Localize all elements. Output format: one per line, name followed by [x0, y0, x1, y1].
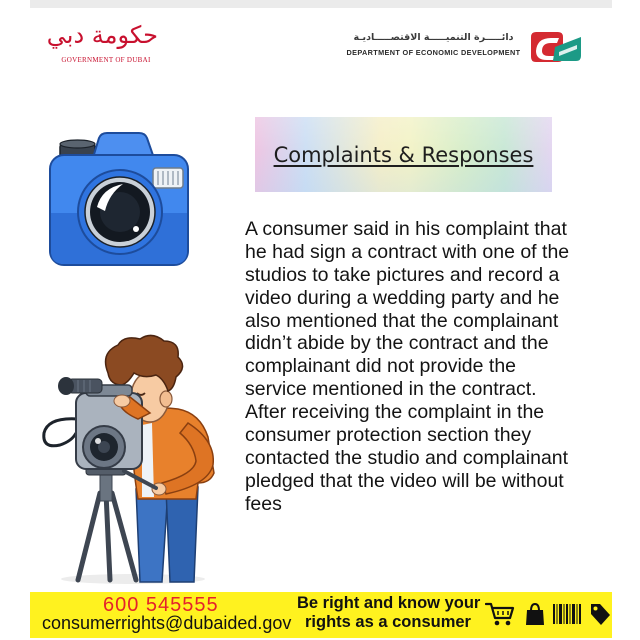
complaint-text-line: video during a wedding party and he	[245, 286, 560, 309]
hotline-number: 600 545555	[103, 594, 219, 616]
title-banner	[255, 117, 552, 192]
complaint-text-line: contacted the studio and complainant	[245, 446, 569, 469]
complaint-text-line: service mentioned in the contract.	[245, 378, 537, 401]
complaint-text-line: pledged that the video will be without	[245, 469, 564, 492]
complaint-text-line: fees	[245, 492, 282, 515]
slogan-line-2: rights as a consumer	[305, 613, 471, 631]
complaint-text-line: A consumer said in his complaint that	[245, 218, 567, 240]
video-camera	[44, 377, 142, 469]
complaint-text-line: After receiving the complaint in the	[245, 401, 545, 424]
ded-arabic-name: دائـــــرة التنميـــــة الاقتصـــــاديـة	[353, 32, 514, 43]
government-of-dubai-logo-arabic: حكومة دبي	[46, 21, 158, 49]
footer-bar	[30, 592, 612, 638]
ded-english-name: DEPARTMENT OF ECONOMIC DEVELOPMENT	[346, 48, 521, 57]
contact-email: consumerrights@dubaided.gov	[42, 613, 292, 633]
price-tag-icon	[589, 602, 611, 626]
shopping-cart-icon	[485, 600, 515, 628]
top-border-strip	[30, 0, 612, 8]
government-of-dubai-logo-english: GOVERNMENT OF DUBAI	[61, 56, 151, 64]
ded-logo-icon	[529, 30, 583, 64]
slogan-line-1: Be right and know your	[297, 594, 481, 612]
complaint-text	[245, 218, 590, 516]
complaint-text-line: also mentioned that the complainant	[245, 309, 559, 332]
complaint-text-line: didn’t abide by the contract and the	[245, 332, 549, 355]
complaint-text-line: complainant did not provide the	[245, 355, 517, 378]
complaint-text-line: studios to take pictures and record a	[245, 263, 560, 286]
camera-icon	[47, 131, 192, 268]
camera-lens	[78, 170, 162, 254]
videographer-illustration	[38, 333, 218, 585]
shopping-bag-icon	[525, 603, 545, 626]
complaint-text-line: consumer protection section they	[245, 424, 532, 447]
complaint-text-line: he had sign a contract with one of the	[245, 240, 570, 263]
barcode-icon	[553, 604, 581, 624]
page-title: Complaints & Responses	[273, 142, 534, 167]
government-of-dubai-logo	[46, 18, 158, 68]
